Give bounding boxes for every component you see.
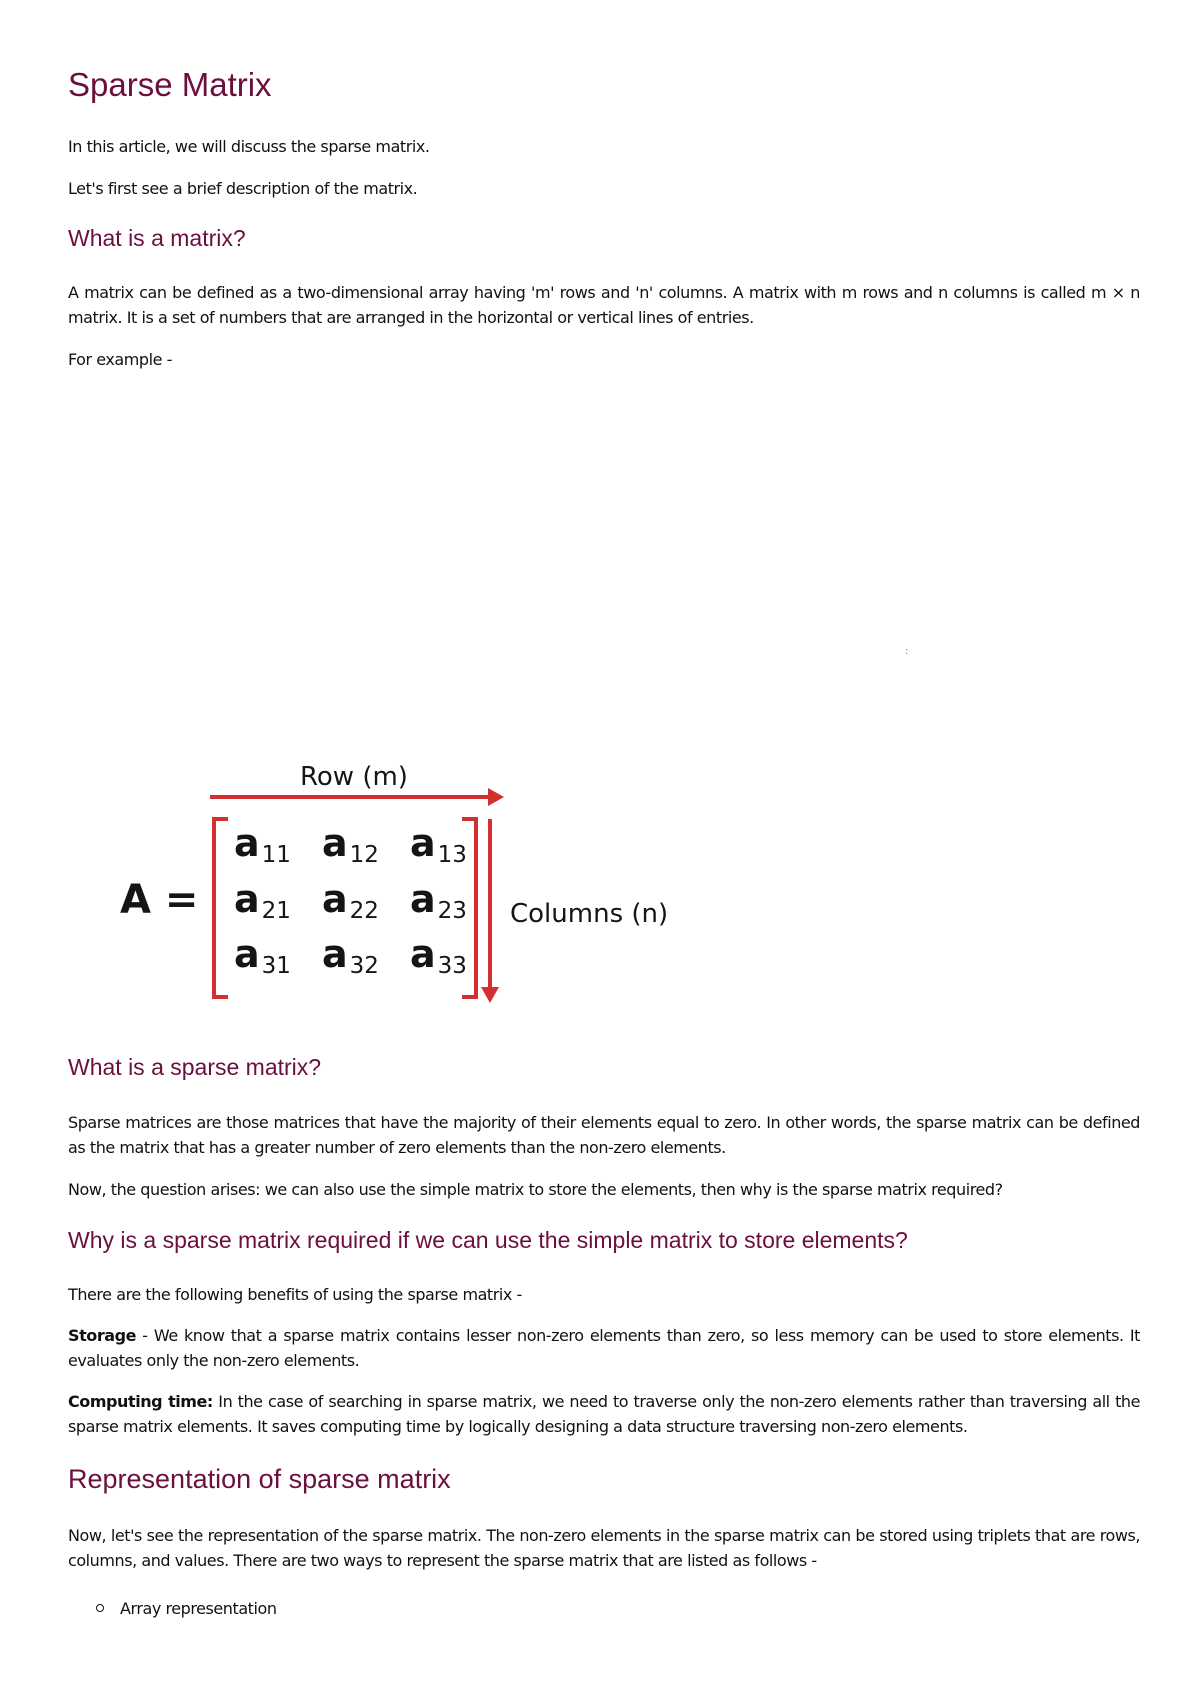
matrix-cell: a22 [322, 877, 379, 924]
benefits-intro-paragraph: There are the following benefits of using the sparse matrix - [68, 1285, 522, 1304]
matrix-cell: a12 [322, 821, 379, 868]
matrix-cell: a21 [234, 877, 291, 924]
storage-benefit-paragraph [68, 1323, 1140, 1373]
intro-paragraph-1: In this article, we will discuss the sparse matrix. [68, 137, 430, 156]
column-arrow-head-icon [481, 987, 499, 1003]
matrix-lhs: A = [120, 877, 199, 923]
matrix-cell: a32 [322, 932, 379, 979]
sparse-definition-paragraph: Sparse matrices are those matrices that have the majority of their elements equal to zero. In other words, the sparse matrix can be defined as the matrix that has a greater number of zero elements than the non-zero elements. [68, 1113, 1140, 1157]
storage-label: Storage [68, 1326, 137, 1345]
heading-what-is-sparse-matrix: What is a sparse matrix? [68, 1054, 322, 1080]
matrix-cell: a33 [410, 932, 467, 979]
row-label: Row (m) [300, 762, 408, 792]
matrix-cell: a31 [234, 932, 291, 979]
matrix-cell: a23 [410, 877, 467, 924]
list-item-label: Array representation [120, 1599, 277, 1618]
matrix-figure [110, 745, 710, 1015]
left-bracket [214, 819, 228, 997]
heading-representation: Representation of sparse matrix [68, 1464, 451, 1494]
row-arrow-head-icon [488, 788, 504, 806]
computing-benefit-paragraph [68, 1389, 1140, 1439]
question-paragraph: Now, the question arises: we can also use the simple matrix to store the elements, then why is the sparse matrix required? [68, 1180, 1003, 1199]
bullet-icon [96, 1604, 104, 1612]
computing-label: Computing time: [68, 1392, 213, 1411]
list-item [96, 1596, 277, 1621]
matrix-cell: a11 [234, 821, 291, 868]
representation-paragraph: Now, let's see the representation of the sparse matrix. The non-zero elements in the sparse matrix can be stored using triplets that are rows, columns, and values. There are two ways to represent the sparse matrix that are listed as follows - [68, 1526, 1140, 1570]
matrix-definition-paragraph: A matrix can be defined as a two-dimensional array having 'm' rows and 'n' columns. A matrix with m rows and n columns is called m × n matrix. It is a set of numbers that are arranged in the horizontal or vertical lines of entries. [68, 283, 1140, 327]
heading-why-sparse-matrix: Why is a sparse matrix required if we can use the simple matrix to store elements? [68, 1227, 908, 1253]
example-label: For example - [68, 350, 172, 369]
page-title: Sparse Matrix [68, 66, 272, 103]
heading-what-is-matrix: What is a matrix? [68, 225, 246, 251]
computing-text: In the case of searching in sparse matrix, we need to traverse only the non-zero elements rather than traversing all the sparse matrix elements. It saves computing time by logically designing a data structure traversing non-zero elements. [68, 1392, 1141, 1436]
intro-paragraph-2: Let's first see a brief description of the matrix. [68, 179, 418, 198]
matrix-cells [234, 821, 467, 979]
column-label: Columns (n) [510, 899, 669, 929]
matrix-cell: a13 [410, 821, 467, 868]
stray-mark: : [905, 646, 909, 657]
storage-text: - We know that a sparse matrix contains lesser non-zero elements than zero, so less memory can be used to store elements. It evaluates only the non-zero elements. [68, 1326, 1140, 1370]
